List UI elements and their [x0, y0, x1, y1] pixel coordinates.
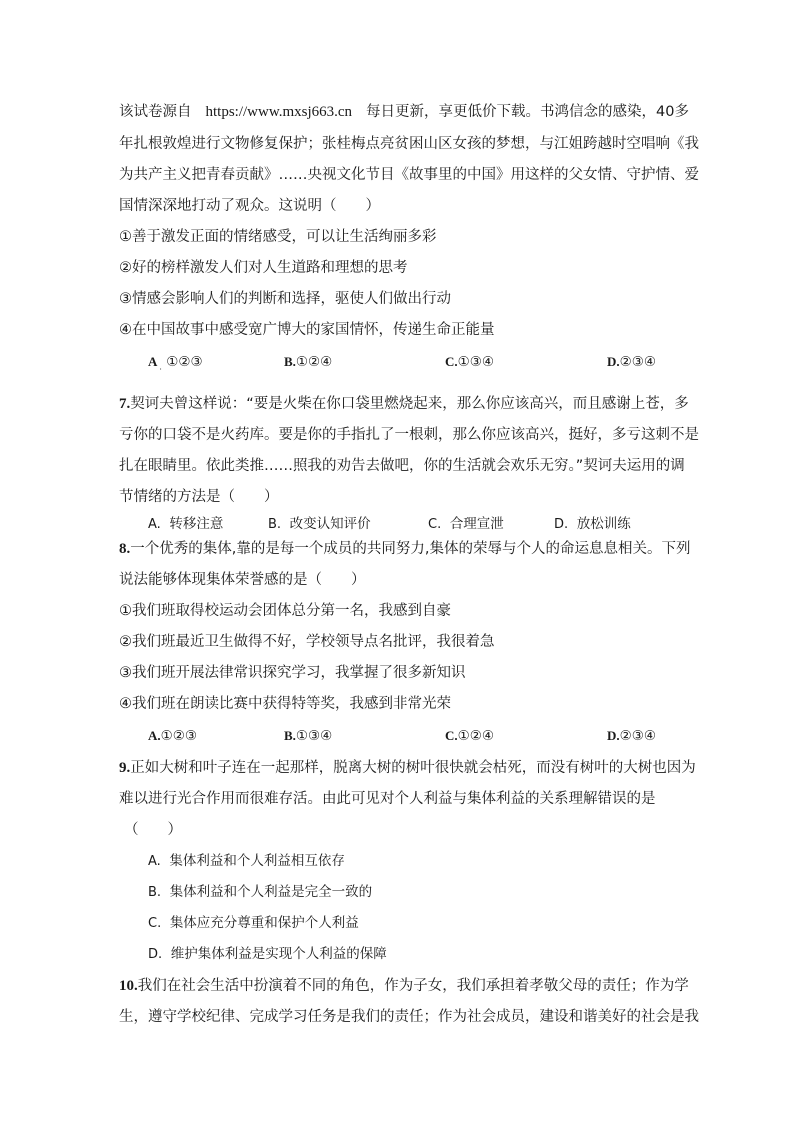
q8-option-b[interactable] — [284, 726, 332, 746]
q7-option-b[interactable] — [268, 514, 371, 535]
option-letter: C. — [428, 517, 442, 532]
q7-line-3: 扎在眼睛里。依此类推……照我的劝告去做吧，你的生活就会欢乐无穷。”契诃夫运用的调 — [119, 458, 685, 474]
option-letter: B. — [268, 517, 282, 532]
source-suffix: 每日更新，享更低价下载。书鸿信念的感染，40多 — [366, 104, 689, 120]
q6-line-1 — [119, 102, 689, 122]
option-letter: C. — [445, 728, 458, 743]
q9-option-d[interactable] — [148, 944, 387, 965]
q9-number: 9. — [119, 760, 131, 776]
q6-option-c[interactable] — [445, 352, 494, 372]
option-letter: B. — [284, 728, 296, 743]
q7-line-1 — [119, 394, 689, 414]
q9-option-a[interactable] — [148, 851, 345, 872]
q8-line-2: 说法能够体现集体荣誉感的是（ ） — [119, 572, 366, 588]
q7-stem-1: 契诃夫曾这样说：“要是火柴在你口袋里燃烧起来，那么你应该高兴，而且感谢上苍，多 — [130, 396, 689, 412]
q8-option-a[interactable] — [148, 726, 197, 746]
q6-item-1: ①善于激发正面的情绪感受，可以让生活绚丽多彩 — [119, 229, 437, 245]
q9-line-1 — [119, 758, 696, 778]
option-text: 放松训练 — [576, 516, 631, 532]
option-text: ②③④ — [619, 728, 656, 744]
q6-option-b[interactable] — [284, 352, 332, 372]
q8-option-d[interactable] — [607, 726, 656, 746]
option-letter: D. — [554, 517, 569, 532]
option-letter: A. — [148, 854, 161, 869]
q6-line-3: 为共产主义把青春贡献》……央视文化节目《故事里的中国》用这样的父女情、守护情、爱 — [119, 167, 699, 183]
q7-line-2: 亏你的口袋不是火药库。要是你的手指扎了一根刺，那么你应该高兴，挺好，多亏这刺不是 — [119, 427, 699, 443]
option-text: ①②③ — [160, 728, 197, 744]
option-text: ①②④ — [295, 354, 333, 370]
q9-option-b[interactable] — [148, 882, 372, 903]
q8-item-1: ①我们班取得校运动会团体总分第一名，我感到自豪 — [119, 603, 451, 619]
option-text: 转移注意 — [169, 516, 224, 532]
q10-stem-1: 我们在社会生活中扮演着不同的角色，作为子女，我们承担着孝敬父母的责任；作为学 — [137, 978, 689, 994]
q8-stem-1: 一个优秀的集体,靠的是每一个成员的共同努力,集体的荣辱与个人的命运息息相关。下列 — [130, 541, 691, 557]
q8-option-c[interactable] — [445, 726, 494, 746]
dot-mark: · — [159, 365, 162, 374]
q6-item-2: ②好的榜样激发人们对人生道路和理想的思考 — [119, 260, 408, 276]
q6-option-d[interactable] — [607, 352, 656, 372]
q9-line-2: 难以进行光合作用而很难存活。由此可见对个人利益与集体利益的关系理解错误的是 — [119, 791, 656, 807]
source-prefix: 该试卷源自 — [119, 104, 192, 120]
q7-option-c[interactable] — [428, 514, 504, 535]
q7-line-4: 节情绪的方法是（ ） — [119, 489, 279, 505]
q6-item-3: ③情感会影响人们的判断和选择，驱使人们做出行动 — [119, 291, 451, 307]
source-url[interactable]: https://www.mxsj663.cn — [205, 104, 353, 120]
option-text: ①③④ — [457, 354, 494, 370]
q7-option-a[interactable] — [148, 514, 223, 535]
q6-option-a[interactable] — [148, 352, 203, 380]
option-text: ①③④ — [295, 728, 333, 744]
q9-line-3: （ ） — [124, 822, 182, 838]
option-text: 合理宣泄 — [449, 516, 504, 532]
q7-number: 7. — [119, 396, 131, 412]
option-letter: A — [148, 354, 158, 369]
option-letter: D. — [607, 728, 620, 743]
option-text: 维护集体利益是实现个人利益的保障 — [170, 946, 387, 962]
option-letter: A. — [148, 728, 161, 743]
option-text: ①②③ — [166, 354, 203, 370]
q10-number: 10. — [119, 978, 138, 994]
option-letter: C. — [445, 354, 458, 369]
q8-item-4: ④我们班在朗读比赛中获得特等奖，我感到非常光荣 — [119, 696, 451, 712]
q6-line-4: 国情深深地打动了观众。这说明（ ） — [119, 198, 380, 214]
option-text: 集体应充分尊重和保护个人利益 — [169, 915, 359, 931]
option-letter: B. — [148, 885, 162, 900]
option-text: 集体利益和个人利益是完全一致的 — [169, 884, 373, 900]
option-letter: D. — [148, 947, 163, 962]
q10-line-1 — [119, 976, 689, 996]
q8-item-3: ③我们班开展法律常识探究学习，我掌握了很多新知识 — [119, 665, 466, 681]
q7-option-d[interactable] — [554, 514, 631, 535]
option-text: 集体利益和个人利益相互依存 — [169, 853, 345, 869]
q6-line-2: 年扎根敦煌进行文物修复保护；张桂梅点亮贫困山区女孩的梦想，与江姐跨越时空唱响《我 — [119, 136, 699, 152]
q9-stem-1: 正如大树和叶子连在一起那样，脱离大树的树叶很快就会枯死，而没有树叶的大树也因为 — [130, 760, 696, 776]
option-letter: B. — [284, 354, 296, 369]
q8-item-2: ②我们班最近卫生做得不好，学校领导点名批评，我很着急 — [119, 634, 495, 650]
q9-option-c[interactable] — [148, 913, 359, 934]
q6-item-4: ④在中国故事中感受宽广博大的家国情怀，传递生命正能量 — [119, 322, 495, 338]
option-letter: C. — [148, 916, 162, 931]
q8-number: 8. — [119, 541, 131, 557]
option-letter: A. — [148, 517, 161, 532]
q8-line-1 — [119, 539, 690, 559]
option-text: ①②④ — [457, 728, 494, 744]
option-letter: D. — [607, 354, 620, 369]
option-text: 改变认知评价 — [289, 516, 371, 532]
q10-line-2: 生，遵守学校纪律、完成学习任务是我们的责任；作为社会成员，建设和谐美好的社会是我 — [119, 1009, 699, 1025]
option-text: ②③④ — [619, 354, 656, 370]
